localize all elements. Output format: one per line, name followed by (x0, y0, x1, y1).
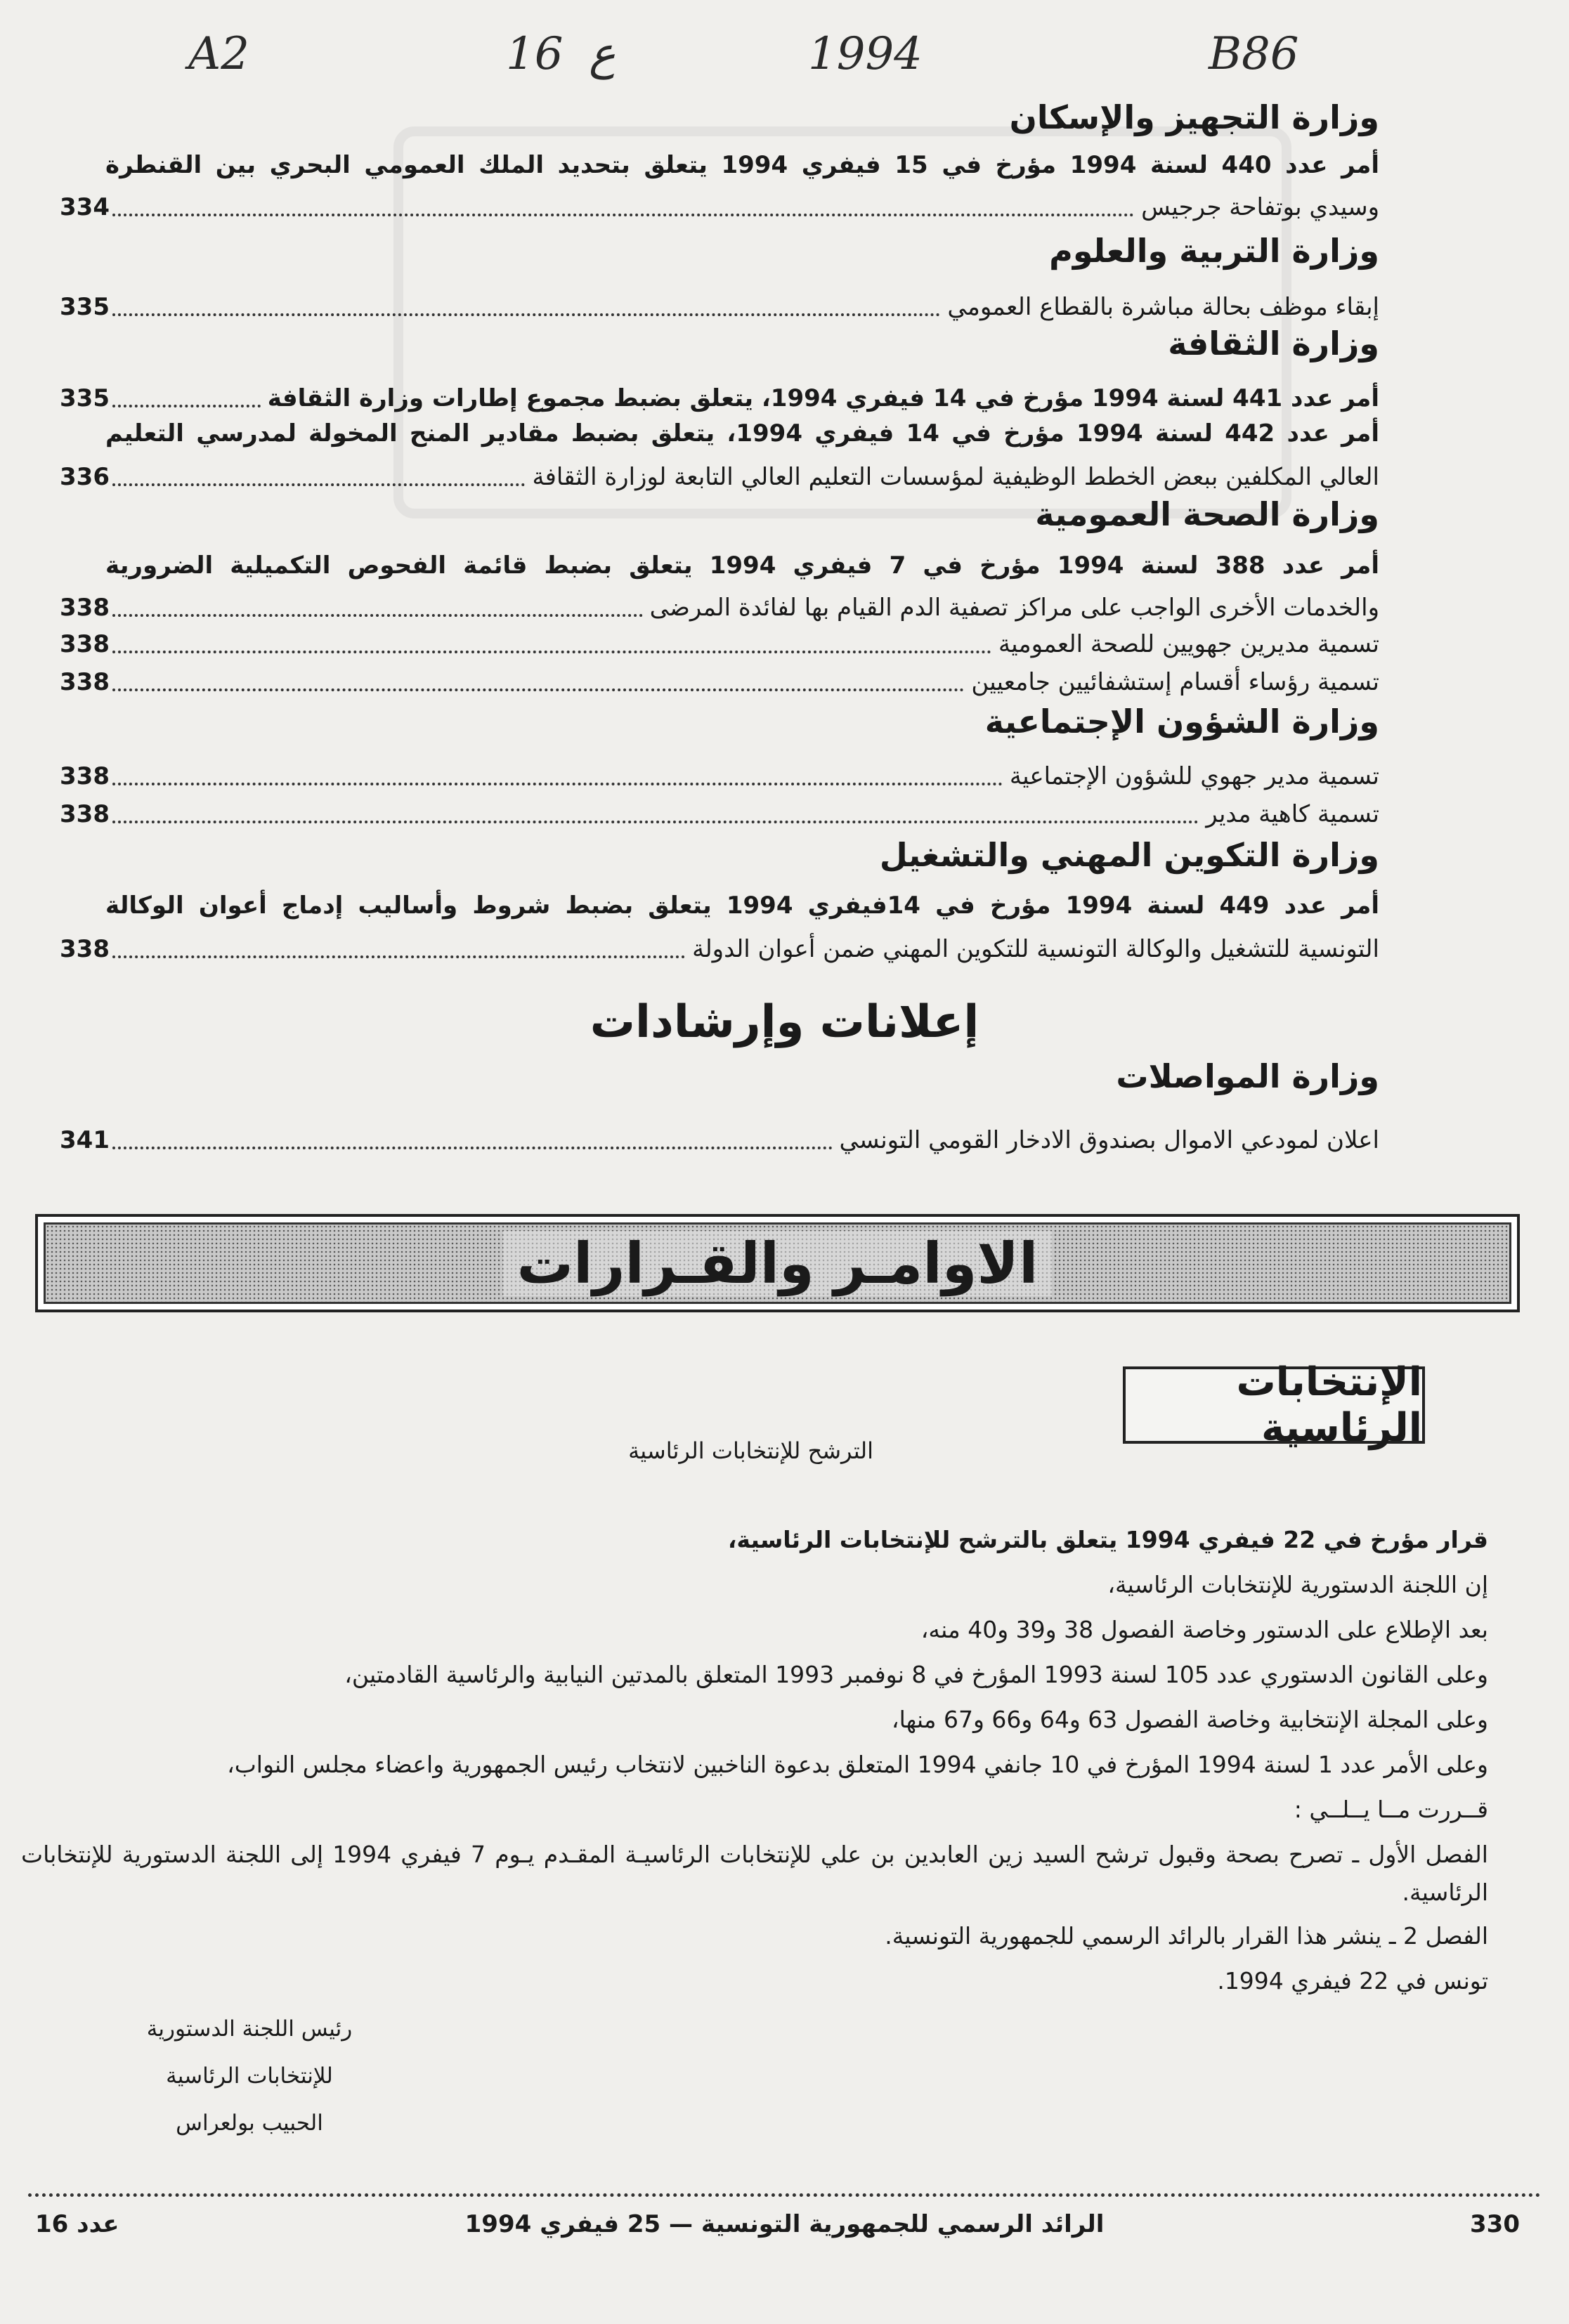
toc-entry-text: العالي المكلفين ببعض الخطط الوظيفية لمؤسسات التعليم العالي التابعة لوزارة الثقافة (532, 463, 1379, 491)
dotted-leader (112, 821, 1199, 823)
signature-block (134, 2006, 365, 2147)
handwritten-note-left: A2 (188, 28, 249, 80)
toc-entry-text: تسمية رؤساء أقسام إستشفائيين جامعيين (971, 668, 1379, 696)
toc-entry (60, 757, 1379, 794)
toc-page-number: 338 (60, 630, 110, 658)
dotted-leader (112, 1147, 833, 1149)
toc-entry-line: أمر عدد 388 لسنة 1994 مؤرخ في 7 فيفري 1994 يتعلق بضبط قائمة الفحوص التكميلية الضرورية (105, 551, 1380, 580)
toc-entry-line: أمر عدد 449 لسنة 1994 مؤرخ في 14فيفري 1994 يتعلق بضبط شروط وأساليب إدماج أعوان الوكالة (105, 892, 1380, 920)
toc-page-number: 335 (60, 384, 110, 412)
decision-line: الفصل 2 ـ ينشر هذا القرار بالرائد الرسمي للجمهورية التونسية. (885, 1922, 1488, 1950)
dotted-leader (112, 955, 685, 958)
toc-entry-text: إبقاء موظف بحالة مباشرة بالقطاع العمومي (947, 293, 1379, 321)
dotted-leader (112, 688, 964, 691)
handwritten-note-right: B86 (1209, 28, 1299, 80)
decision-line: وعلى المجلة الإنتخابية وخاصة الفصول 63 و64 و66 و67 منها، (891, 1706, 1488, 1733)
toc-entry (60, 1121, 1379, 1158)
ministry-heading: وزارة الصحة العمومية (1035, 495, 1379, 533)
banner-title: الاوامـر والقـرارات (503, 1231, 1053, 1296)
footer-page-number: 330 (1470, 2210, 1520, 2238)
dotted-leader (112, 313, 940, 316)
decision-line: وعلى الأمر عدد 1 لسنة 1994 المؤرخ في 10 جانفي 1994 المتعلق بدعوة الناخبين لانتخاب رئيس الجمهورية واعضاء مجلس النواب، (227, 1751, 1488, 1778)
toc-entry (60, 930, 1379, 967)
signature-line: للإنتخابات الرئاسية (166, 2063, 333, 2089)
toc-page-number: 338 (60, 594, 110, 622)
handwritten-note-letter: ع (589, 28, 616, 80)
decision-line: قــررت مــا يــلــي : (1294, 1796, 1488, 1823)
decision-line: تونس في 22 فيفري 1994. (1217, 1967, 1488, 1995)
dotted-leader (112, 483, 525, 486)
toc-page-number: 341 (60, 1126, 110, 1154)
toc-entry (60, 625, 1379, 662)
toc-page-number: 338 (60, 800, 110, 828)
toc-entry (60, 379, 1379, 416)
ministry-heading: وزارة الثقافة (1168, 325, 1379, 363)
toc-entry-line: أمر عدد 442 لسنة 1994 مؤرخ في 14 فيفري 1994، يتعلق بضبط مقادير المنح المخولة لمدرسي التعليم (105, 419, 1380, 448)
handwritten-note-number: 16 (506, 28, 564, 80)
footer-issue-number: عدد 16 (35, 2210, 119, 2238)
toc-entry (60, 458, 1379, 495)
decision-line: الفصل الأول ـ تصرح بصحة وقبول ترشح السيد زين العابدين بن علي للإنتخابات الرئاسيـة المقـدم يـوم 7 فيفري 1994 إلى اللجنة الدستورية للإنتخابات (21, 1841, 1488, 1868)
toc-page-number: 336 (60, 463, 110, 491)
toc-entry (60, 589, 1379, 625)
banner-halftone (44, 1222, 1511, 1304)
ministry-heading: وزارة التربية والعلوم (1049, 232, 1379, 270)
toc-entry-text: أمر عدد 441 لسنة 1994 مؤرخ في 14 فيفري 1994، يتعلق بضبط مجموع إطارات وزارة الثقافة (267, 384, 1379, 412)
dotted-leader (112, 783, 1003, 785)
toc-page-number: 338 (60, 668, 110, 696)
handwritten-note-year: 1994 (808, 28, 923, 80)
dotted-leader (112, 651, 991, 653)
footer-divider (28, 2193, 1541, 2197)
ministry-heading: وزارة التجهيز والإسكان (1009, 98, 1379, 136)
footer-journal-title: الرائد الرسمي للجمهورية التونسية — 25 فيفري 1994 (464, 2210, 1105, 2238)
toc-entry-text: تسمية مدير جهوي للشؤون الإجتماعية (1009, 762, 1379, 790)
toc-entry (60, 288, 1379, 325)
dotted-leader (112, 214, 1134, 216)
decision-line: إن اللجنة الدستورية للإنتخابات الرئاسية، (1107, 1571, 1488, 1598)
toc-entry-text: اعلان لمودعي الاموال بصندوق الادخار القومي التونسي (839, 1126, 1379, 1154)
toc-entry-line: أمر عدد 440 لسنة 1994 مؤرخ في 15 فيفري 1994 يتعلق بتحديد الملك العمومي البحري بين القنطرة (105, 151, 1379, 179)
toc-entry (60, 663, 1379, 700)
toc-page-number: 338 (60, 935, 110, 963)
toc-entry-text: وسيدي بوتفاحة جرجيس (1141, 193, 1379, 221)
decision-line: الرئاسية. (1402, 1879, 1488, 1906)
toc-page-number: 335 (60, 293, 110, 321)
signature-name: الحبيب بولعراس (176, 2110, 323, 2136)
ministry-heading: وزارة المواصلات (1116, 1057, 1379, 1095)
announcements-title: إعلانات وإرشادات (590, 996, 979, 1048)
toc-entry-text: والخدمات الأخرى الواجب على مراكز تصفية الدم القيام بها لفائدة المرضى (649, 594, 1379, 622)
decision-line: بعد الإطلاع على الدستور وخاصة الفصول 38 و39 و40 منه، (920, 1616, 1488, 1643)
dotted-leader (112, 405, 261, 407)
toc-entry (60, 795, 1379, 832)
ministry-heading: وزارة الشؤون الإجتماعية (984, 703, 1379, 740)
section-banner (35, 1214, 1520, 1312)
signature-line: رئيس اللجنة الدستورية (146, 2016, 353, 2042)
toc-page-number: 334 (60, 193, 110, 221)
section-subtitle: الترشح للإنتخابات الرئاسية (628, 1437, 873, 1464)
toc-entry-text: التونسية للتشغيل والوكالة التونسية للتكوين المهني ضمن أعوان الدولة (692, 935, 1379, 963)
toc-entry-text: تسمية مديرين جهويين للصحة العمومية (998, 630, 1379, 658)
toc-entry (60, 188, 1379, 225)
toc-entry-text: تسمية كاهية مدير (1206, 800, 1379, 828)
decision-line: وعلى القانون الدستوري عدد 105 لسنة 1993 المؤرخ في 8 نوفمبر 1993 المتعلق بالمدتين النيابية والرئاسية القادمتين، (344, 1661, 1488, 1688)
dotted-leader (112, 614, 643, 617)
section-title-box: الإنتخابات الرئاسية (1123, 1366, 1425, 1444)
toc-page-number: 338 (60, 762, 110, 790)
ministry-heading: وزارة التكوين المهني والتشغيل (879, 836, 1379, 874)
decision-title: قرار مؤرخ في 22 فيفري 1994 يتعلق بالترشح للإنتخابات الرئاسية، (727, 1526, 1488, 1553)
